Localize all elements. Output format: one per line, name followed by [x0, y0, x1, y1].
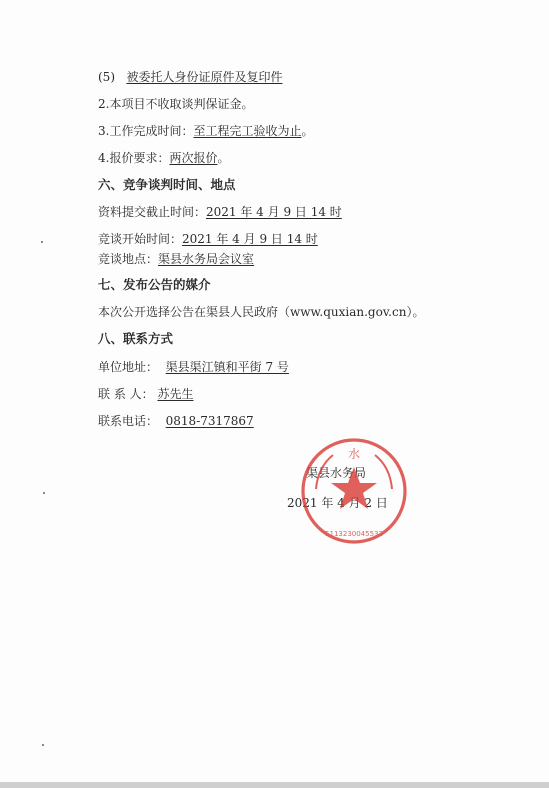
contact-phone — [98, 414, 254, 428]
contact-address-label: 单位地址： — [98, 360, 159, 374]
section-heading-6: 六、竞争谈判时间、地点 — [98, 177, 236, 192]
item-4-end: 。 — [217, 151, 230, 165]
contact-person-label: 联 系 人： — [98, 387, 154, 401]
section-heading-8: 八、联系方式 — [98, 331, 174, 346]
contact-address — [98, 360, 289, 374]
seal-arc-left — [316, 455, 333, 489]
signature-date: 2021 年 4 月 2 日 — [287, 496, 388, 510]
page-bottom-border — [0, 782, 549, 788]
negotiation-start-label: 竞谈开始时间： — [98, 232, 183, 246]
contact-address-value: 渠县渠江镇和平街 7 号 — [165, 360, 289, 374]
contact-phone-value: 0818-7317867 — [165, 414, 254, 428]
submission-deadline-value: 2021 年 4 月 9 日 14 时 — [206, 205, 342, 219]
submission-deadline — [98, 205, 342, 219]
item-4-value: 两次报价 — [169, 151, 218, 165]
seal-arc-right — [375, 455, 392, 489]
negotiation-location — [98, 252, 254, 266]
item-3-end: 。 — [301, 124, 314, 138]
submission-deadline-label: 资料提交截止时间： — [98, 205, 207, 219]
item-number: (5) — [98, 70, 115, 84]
publication-media: 本次公开选择公告在渠县人民政府（www.quxian.gov.cn）。 — [98, 305, 425, 319]
seal-number: 5113230045532 — [325, 530, 383, 538]
seal-character: 水 — [347, 447, 361, 461]
contact-person-value: 苏先生 — [157, 387, 194, 401]
item-3-value: 至工程完工验收为止 — [193, 124, 302, 138]
item-4 — [98, 151, 229, 165]
item-5-text: 被委托人身份证原件及复印件 — [126, 70, 283, 84]
scan-speck — [42, 744, 44, 746]
negotiation-start-value: 2021 年 4 月 9 日 14 时 — [182, 232, 318, 246]
item-5 — [98, 70, 282, 84]
contact-phone-label: 联系电话： — [98, 414, 159, 428]
item-3-label: 3.工作完成时间： — [98, 124, 194, 138]
negotiation-location-label: 竞谈地点： — [98, 252, 159, 266]
item-2: 2.本项目不收取谈判保证金。 — [98, 97, 254, 111]
section-heading-7: 七、发布公告的媒介 — [98, 277, 211, 292]
negotiation-location-value: 渠县水务局会议室 — [158, 252, 255, 266]
scan-speck — [43, 492, 45, 494]
scan-speck — [41, 241, 43, 243]
item-3 — [98, 124, 313, 138]
item-4-label: 4.报价要求： — [98, 151, 170, 165]
signature-organization: 渠县水务局 — [306, 466, 367, 480]
contact-person — [98, 387, 193, 401]
negotiation-start — [98, 232, 318, 246]
official-seal — [300, 437, 408, 545]
seal-star-icon — [331, 467, 377, 509]
